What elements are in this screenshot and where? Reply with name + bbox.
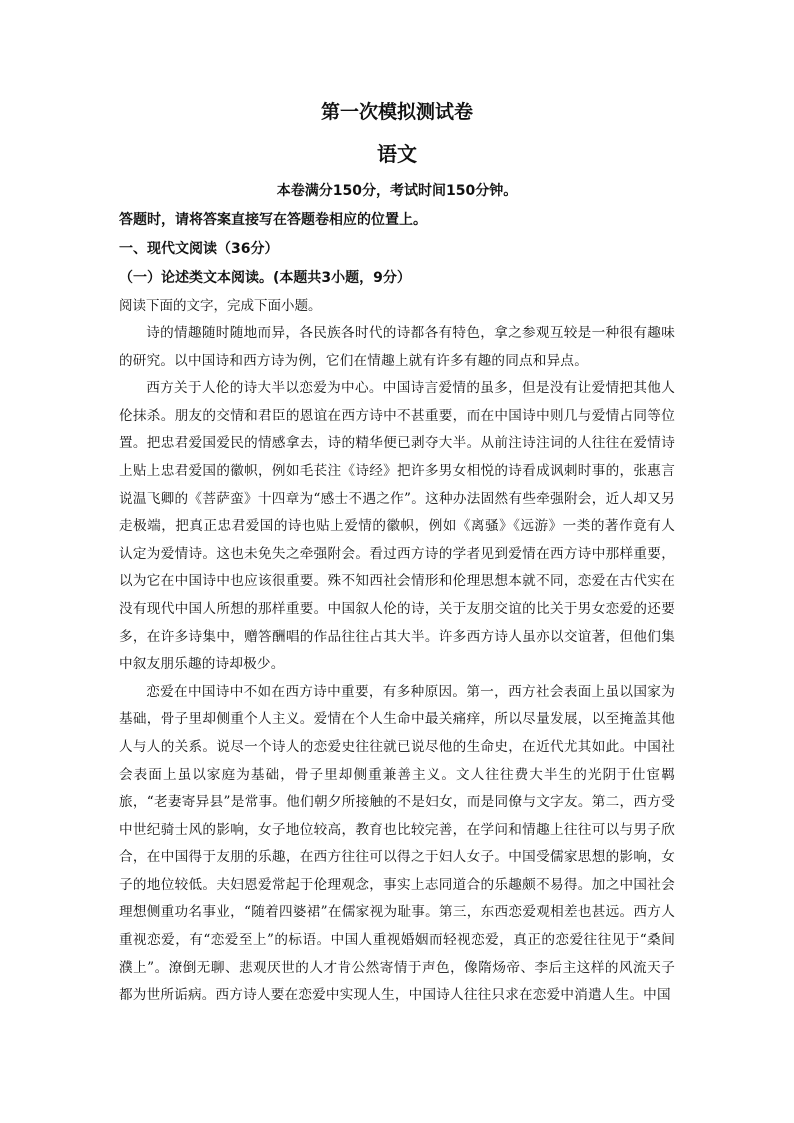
answer-notice: 答题时，请将答案直接写在答题卷相应的位置上。: [119, 212, 427, 228]
section-heading: 一、现代文阅读（36分）: [119, 241, 279, 257]
paragraph-2: 西方关于人伦的诗大半以恋爱为中心。中国诗言爱情的虽多，但是没有让爱情把其他人伦抹杀。朋友的交情和君臣的恩谊在西方诗中不甚重要，而在中国诗中则几与爱情占同等位置。把忠君爱国爱民的情感拿去，诗的精华便已剥夺大半。从前注诗注词的人往往在爱情诗上贴上忠君爱国的徽帜，例如毛苌注《诗经》把许多男女相悦的诗看成讽刺时事的，张惠言说温飞卿的《菩萨蛮》十四章为“感士不遇之作”。这种办法固然有些牵强附会，近人却又另走极端，把真正忠君爱国的诗也贴上爱情的徽帜，例如《离骚》《远游》一类的著作竟有人认定为爱情诗。这也未免失之牵强附会。看过西方诗的学者见到爱情在西方诗中那样重要，以为它在中国诗中也应该很重要。殊不知西社会情形和伦理思想本就不同，恋爱在古代实在没有现代中国人所想的那样重要。中国叙人伦的诗，关于友朋交谊的比关于男女恋爱的还要多，在许多诗集中，赠答酬唱的作品往往占其大半。许多西方诗人虽亦以交谊著，但他们集中叙友朋乐趣的诗却极少。: [119, 380, 675, 673]
exam-title: 第一次模拟测试卷: [320, 101, 473, 123]
part-heading: （一）论述类文本阅读。(本题共3小题，9分）: [119, 270, 411, 286]
reading-instruction: 阅读下面的文字，完成下面小题。: [119, 298, 322, 314]
subject-title: 语文: [377, 142, 417, 166]
paragraph-1: 诗的情趣随时随地而异，各民族各时代的诗都各有特色，拿之参观互较是一种很有趣味的研究。以中国诗和西方诗为例，它们在情趣上就有许多有趣的同点和异点。: [119, 325, 675, 369]
paragraph-3: 恋爱在中国诗中不如在西方诗中重要，有多种原因。第一，西方社会表面上虽以国家为基础，骨子里却侧重个人主义。爱情在个人生命中最关痛痒，所以尽量发展，以至掩盖其他人与人的关系。说尽一个诗人的恋爱史往往就已说尽他的生命史，在近代尤其如此。中国社会表面上虽以家庭为基础，骨子里却侧重兼善主义。文人往往费大半生的光阴于仕宦羁旅，“老妻寄异县”是常事。他们朝夕所接触的不是妇女，而是同僚与文字友。第二，西方受中世纪骑士风的影响，女子地位较高，教育也比较完善，在学问和情趣上往往可以与男子欣合，在中国得于友朋的乐趣，在西方往往可以得之于妇人女子。中国受儒家思想的影响，女子的地位较低。夫妇恩爱常起于伦理观念，事实上志同道合的乐趣颇不易得。加之中国社会理想侧重功名事业，“随着四婆裙”在儒家视为耻事。第三，东西恋爱观相差也甚远。西方人重视恋爱，有“恋爱至上”的标语。中国人重视婚姻而轻视恋爱，真正的恋爱往往见于“桑间濮上”。潦倒无聊、悲观厌世的人才肯公然寄情于声色，像隋炀帝、李后主这样的风流天子都为世所诟病。西方诗人要在恋爱中实现人生，中国诗人往往只求在恋爱中消遣人生。中国: [119, 683, 675, 1004]
score-info: 本卷满分150分，考试时间150分钟。: [276, 183, 518, 199]
